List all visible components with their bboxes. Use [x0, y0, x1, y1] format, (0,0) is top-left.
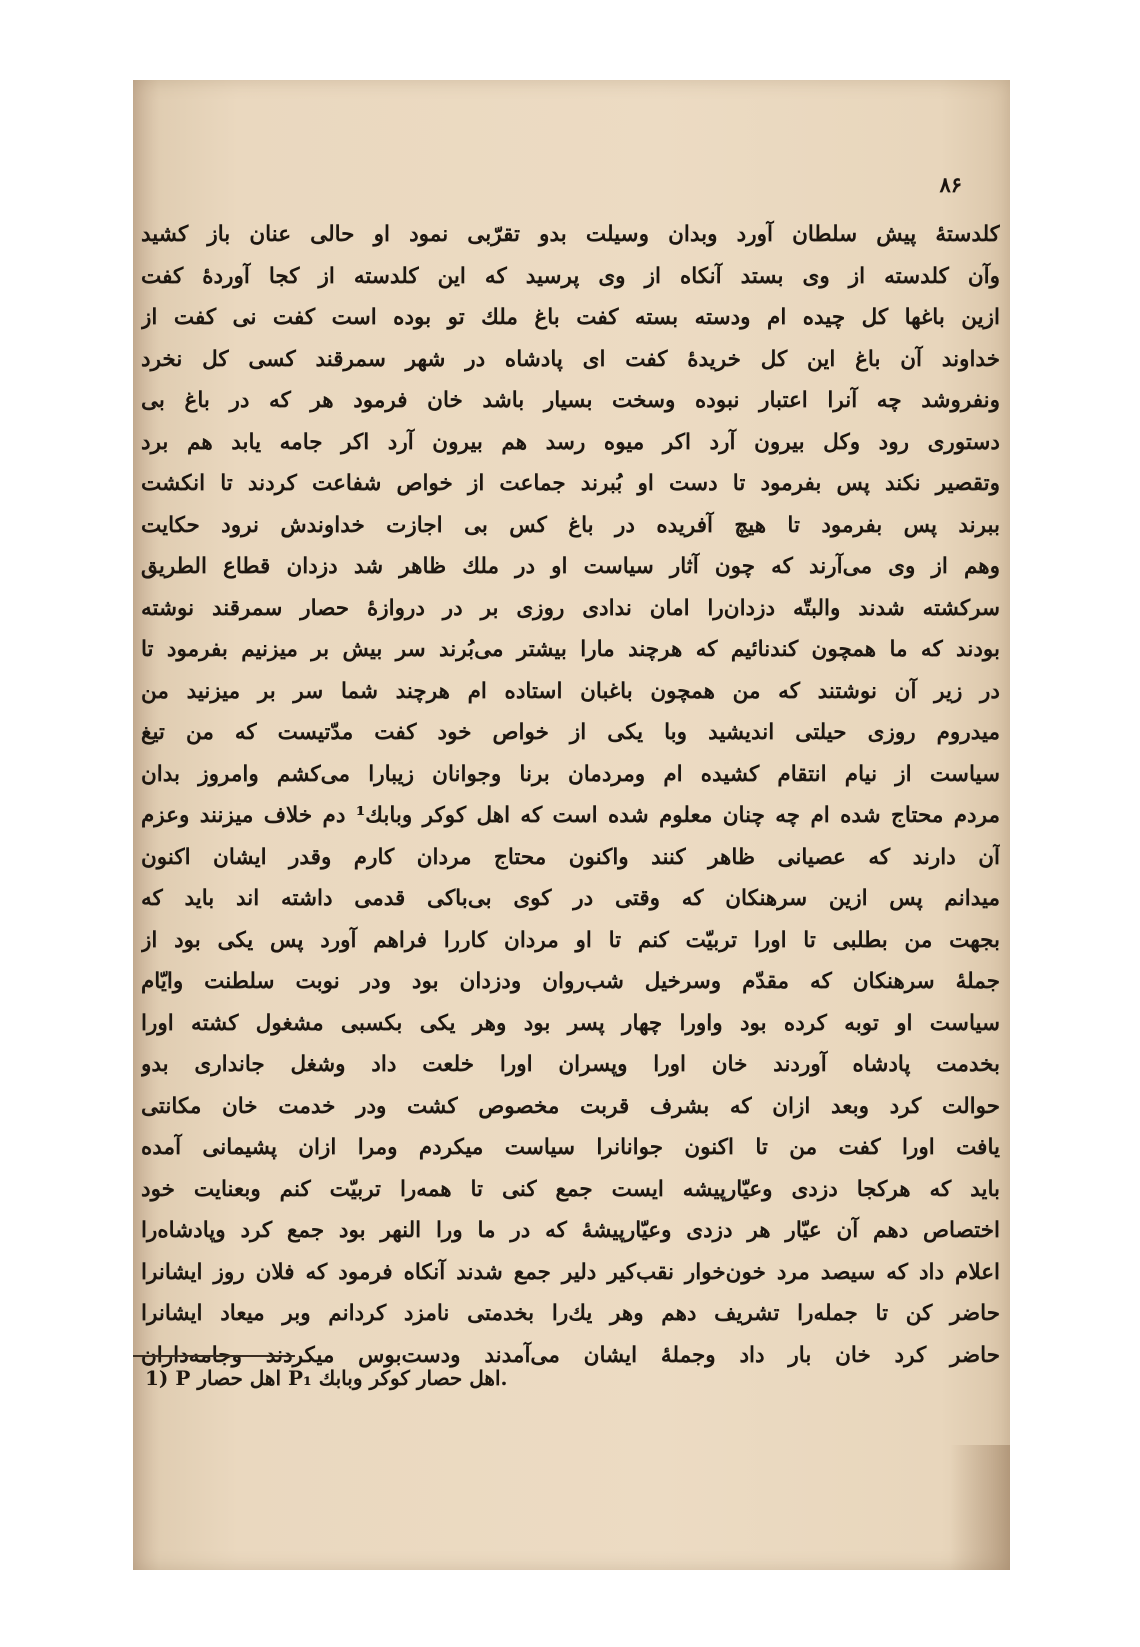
body-text	[141, 214, 1000, 1376]
text-line: ببرند پس بفرمود تا هیچ آفریده در باغ کس بی اجازت خداوندش نرود حکایت	[141, 512, 1000, 538]
text-line: بودند که ما همچون کندنائیم که هرچند مارا بیشتر می‌بُرند سر بیش بر میزنیم بفرمود تا	[141, 637, 1000, 662]
footnote: 1) P اهل حصار P₁ اهل حصار کوکر وبابك.	[145, 1366, 508, 1390]
text-line: وآن کلدسته از وی بستد آنکاه از وی پرسید که این کلدسته از کجا آوردهٔ کفت	[141, 263, 1000, 289]
text-line: دستوری رود وکل بیرون آرد اکر میوه رسد هم بیرون آرد اکر جامه یابد هم برد	[141, 429, 1000, 455]
text-line: سرکشته شدند والبتّه دزدان‌را امان ندادی روزی بر در دروازهٔ حصار سمرقند نوشته	[141, 595, 1000, 621]
text-line: وتقصیر نکند پس بفرمود تا دست او بُبرند جماعت از خواص شفاعت کردند تا انکشت	[141, 471, 1000, 496]
text-line: سیاست از نیام انتقام کشیده ام ومردمان برنا وجوانان زیبارا می‌کشم وامروز بدان	[141, 761, 1000, 787]
scanned-page	[133, 80, 1010, 1570]
text-line: بخدمت پادشاه آوردند خان اورا وپسران اورا خلعت داد وشغل جانداری بدو	[141, 1052, 1000, 1077]
text-line: مردم محتاج شده ام چه چنان معلوم شده است که اهل کوکر وبابك¹ دم خلاف میزنند وعزم	[141, 803, 1000, 828]
text-line: اختصاص دهم آن عیّار هر دزدی وعیّارپیشهٔ که در ما ورا النهر بود جمع کرد وپادشاه‌را	[141, 1218, 1000, 1243]
text-line: میدانم پس ازین سرهنکان که وقتی در کوی بی‌باکی قدمی داشته اند باید که	[141, 886, 1000, 911]
text-line: سیاست او توبه کرده بود واورا چهار پسر بود وهر یکی بکسبی مشغول کشته اورا	[141, 1010, 1000, 1036]
text-line: یافت اورا کفت من تا اکنون جوانانرا سیاست میکردم ومرا ازان پشیمانی آمده	[141, 1135, 1000, 1160]
page-edge-shadow	[950, 1445, 1010, 1570]
text-line: خداوند آن باغ این کل خریدهٔ کفت ای پادشاه در شهر سمرقند کسی کل نخرد	[141, 346, 1000, 372]
text-line: باید که هرکجا دزدی وعیّارپیشه ایست جمع کنی تا همه‌را تربیّت کنم وبعنایت خود	[141, 1176, 1000, 1202]
text-line: کلدستهٔ پیش سلطان آورد وبدان وسیلت بدو تقرّبی نمود او حالی عنان باز کشید	[141, 222, 1000, 247]
text-line: اعلام داد که سیصد مرد خون‌خوار نقب‌کیر دلیر جمع شدند آنکاه فرمود که فلان روز ایشانرا	[141, 1259, 1000, 1285]
text-line: حاضر کن تا جمله‌را تشریف دهم وهر یك‌را بخدمتی نامزد کردانم وبر میعاد ایشانرا	[141, 1301, 1000, 1326]
text-line: ونفروشد چه آنرا اعتبار نبوده وسخت بسیار باشد خان فرمود هر که در باغ بی	[141, 388, 1000, 413]
page-number: ۸۶	[939, 172, 962, 197]
text-line: بجهت من بطلبی تا اورا تربیّت کنم تا او مردان کاررا فراهم آورد پس یکی بود از	[141, 927, 1000, 953]
text-line: آن دارند که عصیانی ظاهر کنند واکنون محتاج مردان کارم وقدر ایشان اکنون	[141, 844, 1000, 870]
text-line: جملهٔ سرهنکان که مقدّم وسرخیل شب‌روان ودزدان بود ودر نوبت سلطنت وایّام	[141, 969, 1000, 994]
footnote-rule	[133, 1355, 295, 1357]
text-line: ازین باغها کل چیده ام ودسته بسته کفت باغ ملك تو بوده است کفت نی کفت از	[141, 305, 1000, 330]
text-line: حاضر کرد خان بار داد وجملهٔ ایشان می‌آمدند ودست‌بوس میکردند وجامه‌داران	[141, 1342, 1000, 1368]
text-line: در زیر آن نوشتند که من همچون باغبان استاده ام هرچند شما سر بر میزنید من	[141, 678, 1000, 704]
text-line: حوالت کرد وبعد ازان که بشرف قربت مخصوص کشت ودر خدمت خان مکانتی	[141, 1093, 1000, 1119]
text-line: میدروم روزی حیلتی اندیشید وبا یکی از خواص خود کفت مدّتیست که من تیغ	[141, 720, 1000, 745]
text-line: وهم از وی می‌آرند که چون آثار سیاست او در ملك ظاهر شد دزدان قطاع الطریق	[141, 554, 1000, 579]
